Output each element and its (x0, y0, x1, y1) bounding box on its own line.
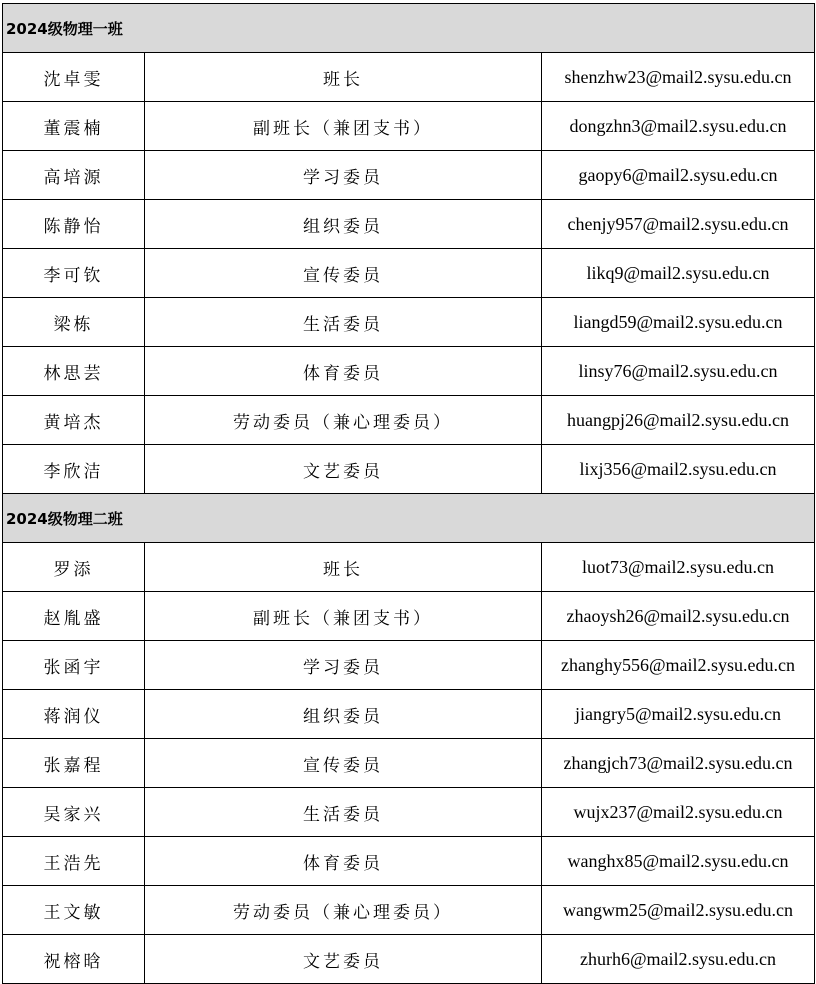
member-email: chenjy957@mail2.sysu.edu.cn (542, 200, 815, 249)
member-role: 学习委员 (145, 151, 542, 200)
table-row (3, 445, 815, 494)
member-name: 高培源 (3, 151, 145, 200)
member-name: 陈静怡 (3, 200, 145, 249)
table-row (3, 837, 815, 886)
table-row (3, 102, 815, 151)
class-title: 2024级物理二班 (3, 494, 815, 543)
member-name: 王浩先 (3, 837, 145, 886)
class-header-row (3, 4, 815, 53)
member-role: 文艺委员 (145, 935, 542, 984)
member-role: 生活委员 (145, 788, 542, 837)
member-email: luot73@mail2.sysu.edu.cn (542, 543, 815, 592)
class-header-row (3, 494, 815, 543)
member-name: 梁栋 (3, 298, 145, 347)
member-name: 赵胤盛 (3, 592, 145, 641)
table-body (3, 4, 815, 984)
member-role: 文艺委员 (145, 445, 542, 494)
member-name: 王文敏 (3, 886, 145, 935)
member-role: 组织委员 (145, 200, 542, 249)
member-email: wujx237@mail2.sysu.edu.cn (542, 788, 815, 837)
table-row (3, 739, 815, 788)
table-row (3, 249, 815, 298)
member-role: 班长 (145, 53, 542, 102)
member-role: 宣传委员 (145, 739, 542, 788)
class-officer-table (2, 3, 815, 984)
member-name: 罗添 (3, 543, 145, 592)
member-role: 副班长（兼团支书） (145, 592, 542, 641)
member-name: 董震楠 (3, 102, 145, 151)
member-email: shenzhw23@mail2.sysu.edu.cn (542, 53, 815, 102)
member-name: 吴家兴 (3, 788, 145, 837)
table-row (3, 53, 815, 102)
table-row (3, 298, 815, 347)
member-email: liangd59@mail2.sysu.edu.cn (542, 298, 815, 347)
table-row (3, 347, 815, 396)
member-role: 组织委员 (145, 690, 542, 739)
table-row (3, 543, 815, 592)
member-name: 黄培杰 (3, 396, 145, 445)
member-name: 林思芸 (3, 347, 145, 396)
member-name: 张函宇 (3, 641, 145, 690)
member-email: zhaoysh26@mail2.sysu.edu.cn (542, 592, 815, 641)
member-email: huangpj26@mail2.sysu.edu.cn (542, 396, 815, 445)
member-role: 学习委员 (145, 641, 542, 690)
member-role: 班长 (145, 543, 542, 592)
member-email: linsy76@mail2.sysu.edu.cn (542, 347, 815, 396)
member-role: 副班长（兼团支书） (145, 102, 542, 151)
member-email: wanghx85@mail2.sysu.edu.cn (542, 837, 815, 886)
table-row (3, 396, 815, 445)
member-email: gaopy6@mail2.sysu.edu.cn (542, 151, 815, 200)
member-name: 李欣洁 (3, 445, 145, 494)
member-email: zhanghy556@mail2.sysu.edu.cn (542, 641, 815, 690)
member-email: dongzhn3@mail2.sysu.edu.cn (542, 102, 815, 151)
member-email: lixj356@mail2.sysu.edu.cn (542, 445, 815, 494)
member-role: 宣传委员 (145, 249, 542, 298)
member-role: 劳动委员（兼心理委员） (145, 886, 542, 935)
table-row (3, 641, 815, 690)
member-email: zhangjch73@mail2.sysu.edu.cn (542, 739, 815, 788)
table-row (3, 200, 815, 249)
table-row (3, 935, 815, 984)
member-role: 劳动委员（兼心理委员） (145, 396, 542, 445)
member-name: 张嘉程 (3, 739, 145, 788)
class-title: 2024级物理一班 (3, 4, 815, 53)
member-email: jiangry5@mail2.sysu.edu.cn (542, 690, 815, 739)
member-role: 体育委员 (145, 837, 542, 886)
member-name: 蒋润仪 (3, 690, 145, 739)
member-role: 体育委员 (145, 347, 542, 396)
member-name: 沈卓雯 (3, 53, 145, 102)
member-role: 生活委员 (145, 298, 542, 347)
table-row (3, 788, 815, 837)
table-row (3, 690, 815, 739)
member-name: 李可钦 (3, 249, 145, 298)
member-email: zhurh6@mail2.sysu.edu.cn (542, 935, 815, 984)
member-email: likq9@mail2.sysu.edu.cn (542, 249, 815, 298)
table-row (3, 886, 815, 935)
member-email: wangwm25@mail2.sysu.edu.cn (542, 886, 815, 935)
table-row (3, 592, 815, 641)
table-row (3, 151, 815, 200)
member-name: 祝榕晗 (3, 935, 145, 984)
